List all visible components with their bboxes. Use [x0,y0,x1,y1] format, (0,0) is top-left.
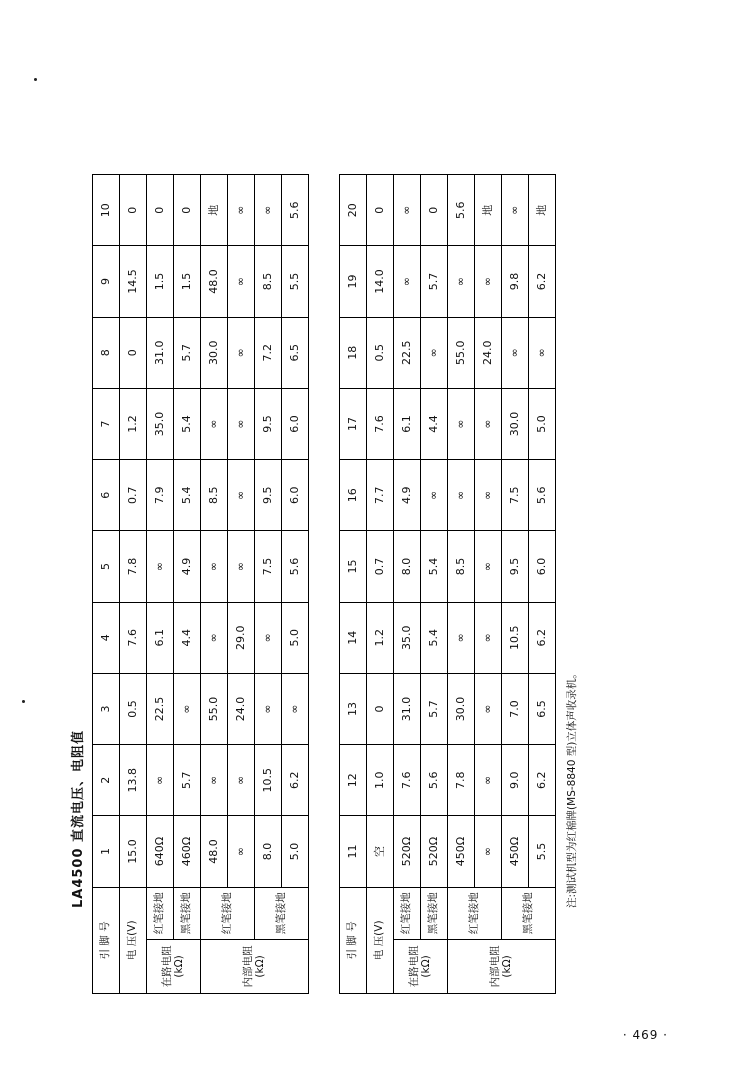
cell-inline-red: 31.0 [147,317,174,388]
cell-voltage: 7.6 [120,602,147,673]
cell-internal-black2: 6.0 [282,460,309,531]
probe-label-black: 黑笔接地 [502,887,556,939]
cell-internal-black: ∞ [228,816,255,887]
cell-inline-red: 7.9 [147,460,174,531]
cell-inline-red: ∞ [394,246,421,317]
cell-inline-black: 5.7 [174,745,201,816]
cell-internal-black: ∞ [228,460,255,531]
cell-internal-red2: 8.0 [255,816,282,887]
cell-internal-red: 48.0 [201,816,228,887]
cell-internal-black: 24.0 [228,673,255,744]
cell-internal-black: ∞ [475,602,502,673]
cell-internal-black2: 6.2 [529,246,556,317]
cell-inline-red: 35.0 [394,602,421,673]
cell-voltage: 0 [120,175,147,246]
table-row [340,175,367,994]
cell-internal-black2: 6.2 [529,602,556,673]
cell-inline-black: 4.4 [174,602,201,673]
cell-internal-red2: 9.8 [502,246,529,317]
table-row [502,175,529,994]
table-bottom [339,174,556,994]
cell-pin: 19 [340,246,367,317]
cell-internal-black: ∞ [475,816,502,887]
probe-label-black: 黑笔接地 [255,887,309,939]
page-title: LA4500 直流电压、电阻值 [71,729,86,908]
cell-internal-black2: ∞ [282,673,309,744]
cell-inline-red: 6.1 [394,388,421,459]
cell-internal-red: ∞ [201,388,228,459]
cell-pin: 17 [340,388,367,459]
cell-internal-black2: 地 [529,175,556,246]
cell-internal-red2: 7.5 [502,460,529,531]
cell-internal-black: 24.0 [475,317,502,388]
cell-pin: 4 [93,602,120,673]
cell-internal-black2: 5.6 [282,531,309,602]
cell-internal-red: ∞ [448,246,475,317]
cell-pin: 14 [340,602,367,673]
cell-internal-red: 48.0 [201,246,228,317]
cell-inline-red: 22.5 [394,317,421,388]
cell-inline-black: ∞ [174,673,201,744]
cell-internal-red: ∞ [201,531,228,602]
cell-internal-red: ∞ [448,602,475,673]
cell-internal-red: 8.5 [201,460,228,531]
cell-voltage: 7.7 [367,460,394,531]
cell-inline-red: 0 [147,175,174,246]
cell-inline-black: 4.4 [421,388,448,459]
cell-internal-red2: 10.5 [502,602,529,673]
cell-inline-black: 5.6 [421,745,448,816]
row-header-inline-resistance: 在路电阻(kΩ) [147,939,201,993]
cell-internal-black: 地 [475,175,502,246]
cell-internal-red2: 7.0 [502,673,529,744]
cell-internal-black: ∞ [475,460,502,531]
cell-internal-black2: 5.0 [529,388,556,459]
cell-inline-red: 4.9 [394,460,421,531]
cell-inline-black: 5.4 [174,460,201,531]
table-row [529,175,556,994]
cell-internal-red2: 450Ω [502,816,529,887]
probe-label-red: 红笔接地 [448,887,502,939]
table-row [367,175,394,994]
cell-inline-red: ∞ [147,745,174,816]
table-top [92,174,309,994]
cell-internal-red2: ∞ [255,175,282,246]
cell-internal-black: ∞ [228,388,255,459]
cell-internal-red2: 9.0 [502,745,529,816]
cell-internal-red2: ∞ [255,602,282,673]
table-row [282,175,309,994]
row-header-voltage: 电 压(V) [120,887,147,993]
cell-inline-black: 5.7 [174,317,201,388]
table-row [394,175,421,994]
cell-pin: 13 [340,673,367,744]
table-row [120,175,147,994]
table-row [448,175,475,994]
row-header-internal-resistance: 内部电阻(kΩ) [448,939,556,993]
table-row [147,175,174,994]
cell-inline-red: 640Ω [147,816,174,887]
cell-internal-red: 8.5 [448,531,475,602]
cell-internal-red2: ∞ [255,673,282,744]
cell-internal-black2: 6.2 [529,745,556,816]
cell-inline-black: ∞ [421,460,448,531]
cell-inline-black: 1.5 [174,246,201,317]
cell-voltage: 15.0 [120,816,147,887]
cell-inline-red: 31.0 [394,673,421,744]
cell-pin: 16 [340,460,367,531]
table-row [421,175,448,994]
cell-pin: 3 [93,673,120,744]
cell-internal-red2: 7.5 [255,531,282,602]
table-top-holder [92,94,309,994]
cell-inline-black: ∞ [421,317,448,388]
cell-internal-red: 7.8 [448,745,475,816]
table-row [255,175,282,994]
cell-inline-black: 0 [174,175,201,246]
cell-internal-red: 地 [201,175,228,246]
cell-pin: 8 [93,317,120,388]
cell-internal-black: ∞ [228,317,255,388]
cell-inline-black: 520Ω [421,816,448,887]
cell-inline-black: 460Ω [174,816,201,887]
cell-internal-red: 5.6 [448,175,475,246]
row-header-pin: 引 脚 号 [340,887,367,993]
cell-internal-black: ∞ [475,745,502,816]
cell-inline-black: 5.7 [421,673,448,744]
cell-internal-black2: 5.0 [282,602,309,673]
cell-voltage: 0.5 [120,673,147,744]
cell-voltage: 13.8 [120,745,147,816]
cell-pin: 2 [93,745,120,816]
footnote: 注:测试机型为红棉牌(MS-8840 型)立体声收录机。 [566,668,578,908]
cell-internal-black2: 5.5 [529,816,556,887]
cell-voltage: 1.2 [367,602,394,673]
row-header-inline-resistance: 在路电阻(kΩ) [394,939,448,993]
cell-inline-red: 7.6 [394,745,421,816]
cell-internal-black: ∞ [228,531,255,602]
cell-pin: 15 [340,531,367,602]
cell-internal-black2: 5.6 [282,175,309,246]
row-header-voltage: 电 压(V) [367,887,394,993]
cell-pin: 12 [340,745,367,816]
cell-internal-black: ∞ [228,745,255,816]
cell-internal-black2: 6.5 [529,673,556,744]
table-bottom-holder [339,94,556,994]
cell-internal-black2: 6.0 [529,531,556,602]
cell-voltage: 0.7 [120,460,147,531]
cell-internal-black: ∞ [475,673,502,744]
cell-inline-black: 5.7 [421,246,448,317]
probe-label-black: 黑笔接地 [421,887,448,939]
cell-inline-black: 4.9 [174,531,201,602]
cell-inline-black: 5.4 [174,388,201,459]
cell-internal-black2: 6.0 [282,388,309,459]
cell-voltage: 0 [367,175,394,246]
cell-internal-black: ∞ [475,388,502,459]
cell-internal-black: ∞ [228,175,255,246]
cell-pin: 9 [93,246,120,317]
cell-internal-black: ∞ [475,531,502,602]
row-header-pin: 引 脚 号 [93,887,120,993]
cell-internal-red2: 9.5 [502,531,529,602]
cell-voltage: 7.6 [367,388,394,459]
cell-internal-red: ∞ [448,460,475,531]
row-header-internal-resistance: 内部电阻(kΩ) [201,939,309,993]
cell-voltage: 14.5 [120,246,147,317]
probe-label-black: 黑笔接地 [174,887,201,939]
cell-voltage: 空 [367,816,394,887]
cell-pin: 6 [93,460,120,531]
cell-internal-red2: ∞ [502,175,529,246]
cell-inline-red: 6.1 [147,602,174,673]
cell-inline-red: 35.0 [147,388,174,459]
cell-inline-black: 0 [421,175,448,246]
cell-internal-red: 30.0 [448,673,475,744]
cell-pin: 1 [93,816,120,887]
cell-pin: 18 [340,317,367,388]
cell-inline-red: 520Ω [394,816,421,887]
page-number: · 469 · [622,1028,668,1042]
cell-internal-red2: 8.5 [255,246,282,317]
cell-pin: 10 [93,175,120,246]
table-row [93,175,120,994]
cell-inline-red: 1.5 [147,246,174,317]
cell-internal-red2: 9.5 [255,460,282,531]
cell-voltage: 14.0 [367,246,394,317]
cell-internal-black2: 5.0 [282,816,309,887]
cell-internal-red: 30.0 [201,317,228,388]
cell-internal-red: ∞ [448,388,475,459]
cell-inline-black: 5.4 [421,602,448,673]
cell-voltage: 0.5 [367,317,394,388]
cell-inline-red: 22.5 [147,673,174,744]
cell-internal-red2: 9.5 [255,388,282,459]
cell-voltage: 0.7 [367,531,394,602]
cell-pin: 5 [93,531,120,602]
table-row [201,175,228,994]
cell-inline-red: ∞ [394,175,421,246]
cell-internal-black2: ∞ [529,317,556,388]
cell-internal-red2: 7.2 [255,317,282,388]
probe-label-red: 红笔接地 [201,887,255,939]
cell-inline-red: 8.0 [394,531,421,602]
cell-voltage: 1.2 [120,388,147,459]
cell-voltage: 0 [367,673,394,744]
cell-pin: 7 [93,388,120,459]
probe-label-red: 红笔接地 [147,887,174,939]
cell-internal-black2: 5.6 [529,460,556,531]
cell-internal-black: 29.0 [228,602,255,673]
cell-voltage: 7.8 [120,531,147,602]
table-row [174,175,201,994]
cell-inline-black: 5.4 [421,531,448,602]
cell-internal-red: 55.0 [448,317,475,388]
cell-internal-red: ∞ [201,745,228,816]
cell-internal-black: ∞ [228,246,255,317]
cell-pin: 20 [340,175,367,246]
cell-internal-red2: 30.0 [502,388,529,459]
cell-voltage: 1.0 [367,745,394,816]
cell-internal-red: ∞ [201,602,228,673]
rotated-content [67,94,687,994]
table-row [475,175,502,994]
table-row [228,175,255,994]
cell-internal-black2: 5.5 [282,246,309,317]
cell-voltage: 0 [120,317,147,388]
cell-internal-red: 450Ω [448,816,475,887]
probe-label-red: 红笔接地 [394,887,421,939]
cell-internal-red2: ∞ [502,317,529,388]
cell-internal-red: 55.0 [201,673,228,744]
cell-internal-black: ∞ [475,246,502,317]
cell-internal-black2: 6.5 [282,317,309,388]
cell-internal-black2: 6.2 [282,745,309,816]
cell-internal-red2: 10.5 [255,745,282,816]
cell-inline-red: ∞ [147,531,174,602]
cell-pin: 11 [340,816,367,887]
